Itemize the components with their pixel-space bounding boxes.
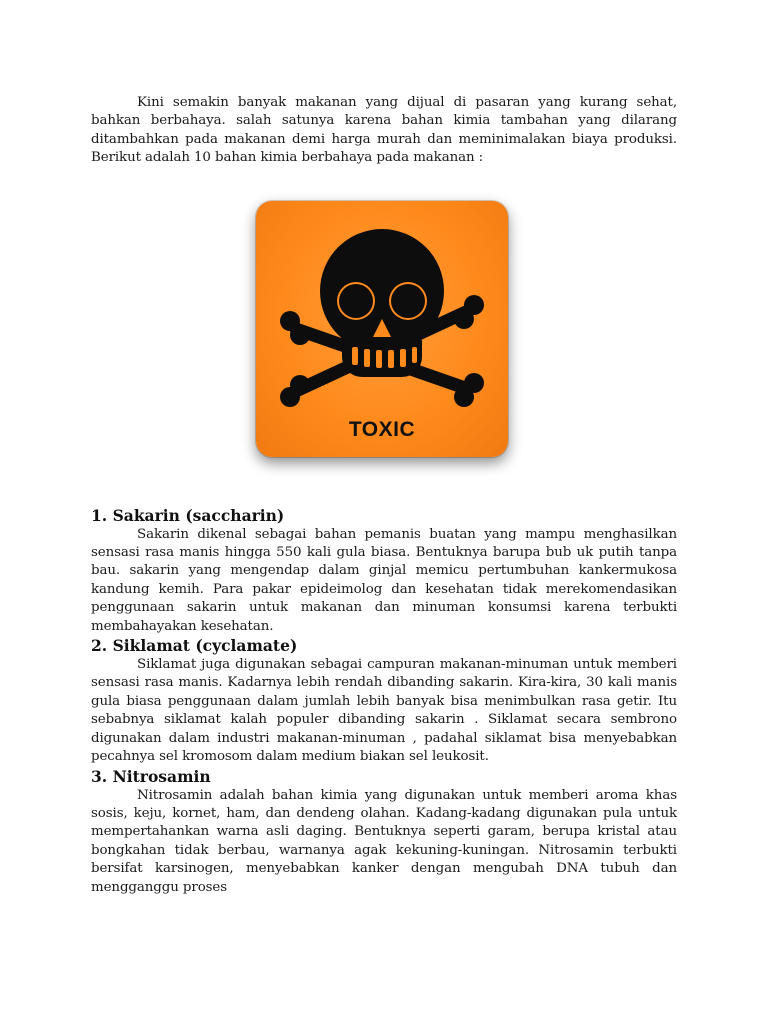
section-body-sakarin: Sakarin dikenal sebagai bahan pemanis buatan yang mampu menghasilkan sensasi rasa manis hingga 550 kali gula biasa. Bentuknya barupa bub uk putih tanpa bau. sakarin yang mengendap dalam ginjal memicu pertumbuhan kankermukosa kandung kemih. Para pakar epideimolog dan kesehatan tidak merekomendasikan penggunaan sakarin untuk makanan dan minuman konsumsi karena terbukti membahayakan kesehatan. xyxy=(91,526,677,634)
intro-paragraph: Kini semakin banyak makanan yang dijual di pasaran yang kurang sehat, bahkan berbahaya. salah satunya karena bahan kimia tambahan yang dilarang ditambahkan pada makanan demi harga murah dan meminimalakan biaya produksi. Berikut adalah 10 bahan kimia berbahaya pada makanan : xyxy=(91,95,677,166)
document-content xyxy=(91,94,677,897)
section-heading-sakarin: 1. Sakarin (saccharin) xyxy=(91,505,285,525)
toxic-label: TOXIC xyxy=(348,417,416,441)
section-body-nitrosamin: Nitrosamin adalah bahan kimia yang digunakan untuk memberi aroma khas sosis, keju, kornet, ham, dan dendeng olahan. Kadang-kadang digunakan pula untuk mempertahankan warna asli daging. Bentuknya seperti garam, berupa kristal atau bongkahan tidak berbau, warnanya agak kekuning-kuningan. Nitrosamin terbukti bersifat karsinogen, menyebabkan kanker dengan mengubah DNA tubuh dan mengganggu proses xyxy=(91,787,677,895)
section-body-siklamat: Siklamat juga digunakan sebagai campuran makanan-minuman untuk memberi sensasi rasa manis. Kadarnya lebih rendah dibanding sakarin. Kira-kira, 30 kali manis gula biasa penggunaan dalam jumlah lebih banyak bisa menimbulkan rasa getir. Itu sebabnya siklamat kalah populer dibanding sakarin . Siklamat secara sembrono digunakan dalam industri makanan-minuman , padahal siklamat bisa menyebabkan pecahnya sel kromosom dalam medium biakan sel leukosit. xyxy=(91,657,677,765)
toxic-hazard-sign xyxy=(256,201,508,457)
section-heading-nitrosamin: 3. Nitrosamin xyxy=(91,766,211,786)
section-heading-siklamat: 2. Siklamat (cyclamate) xyxy=(91,636,298,656)
toxic-figure xyxy=(91,186,677,506)
